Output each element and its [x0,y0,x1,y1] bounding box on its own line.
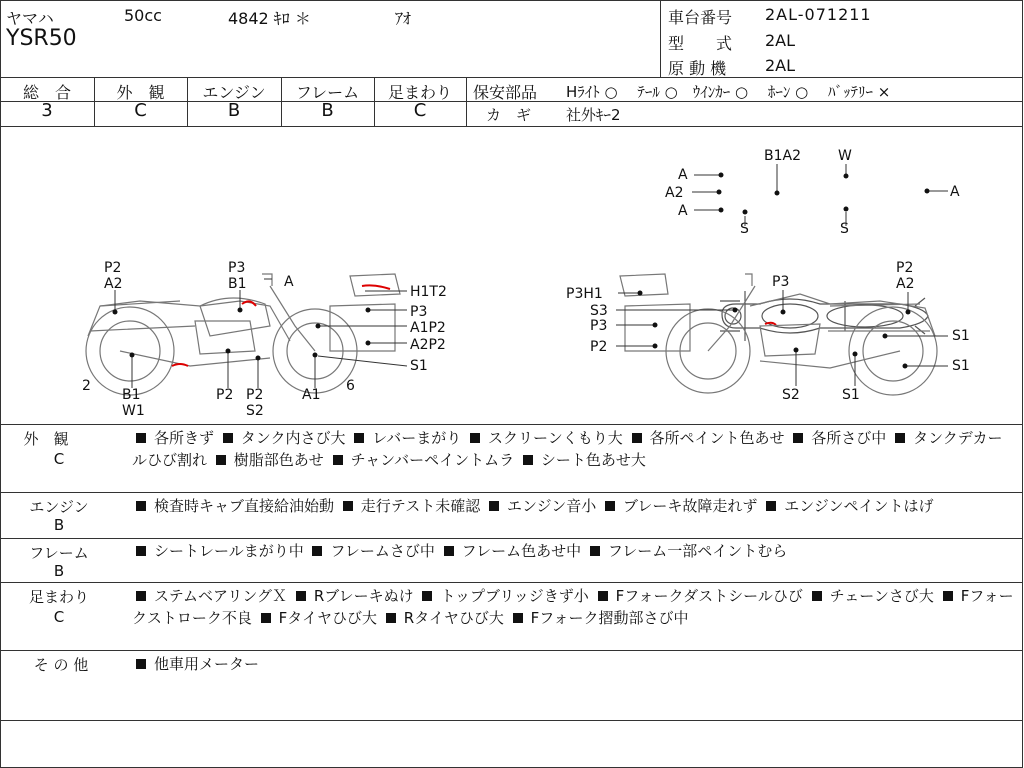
cond-line-5 [0,720,1023,721]
bullet-square-icon [136,501,146,511]
condition-item: フレーム一部ペイントむら [607,542,788,560]
lbl-l-a1p2: A1P2 [410,320,446,336]
bullet-square-icon [136,659,146,669]
lbl-l-p2: P2 [104,260,122,276]
bullet-square-icon [632,433,642,443]
lbl-l-b1: B1 [228,276,247,292]
score-label-suspension: 足まわり [387,83,452,102]
bullet-square-icon [812,591,822,601]
motorcycle-diagrams [0,126,1024,426]
lbl-l-a1: A1 [302,387,321,403]
lbl-r-s1b: S1 [952,358,970,374]
lbl-r-a2r: A2 [896,276,915,292]
condition-item: スクリーンくもり大 [488,429,623,447]
bullet-square-icon [489,501,499,511]
cond-category: 外 観 [23,430,69,448]
lbl-top-b1a2: B1A2 [764,148,801,164]
color: ｱｵ [395,9,412,28]
condition-item: 樹脂部色あせ [233,451,324,469]
score-label-exterior: 外 観 [116,83,165,102]
lbl-top-a3: A [678,203,688,219]
lbl-l-a2: A2 [104,276,123,292]
condition-row-other [0,650,1023,720]
lbl-top-s1: S [740,221,749,237]
bullet-square-icon [343,501,353,511]
top-view-bike [720,291,928,341]
frame-top [0,0,1023,1]
condition-item: タンクデカールひび割れ [132,429,1003,469]
right-side-bike [620,274,937,395]
condition-row-suspension [0,582,1023,650]
score-label-frame: フレーム [295,83,360,102]
condition-item: Rブレーキぬけ [313,587,414,605]
condition-row-engine [0,492,1023,538]
condition-item: 各所ペイント色あせ [649,429,785,447]
key-value: 社外ｷｰ2 [566,106,621,124]
cond-category: 足まわり [28,588,89,606]
condition-row-frame [0,538,1023,582]
condition-item: フレーム色あせ中 [461,542,582,560]
lbl-l-p2c: P2 [246,387,264,403]
header-divider [660,0,661,77]
cond-category: そ の 他 [33,656,89,674]
lbl-r-s1a: S1 [952,328,970,344]
cond-category: フレーム [29,544,89,562]
lbl-r-p2: P2 [590,339,608,355]
lbl-r-s3: S3 [590,303,608,319]
bullet-square-icon [444,546,454,556]
condition-item: Fフォーク摺動部さび中 [530,609,689,627]
condition-item: Fフォークストローク不良 [132,587,1014,627]
lbl-r-p2r: P2 [896,260,914,276]
cond-items [132,495,1017,517]
condition-item: チャンバーペイントムラ [350,451,515,469]
condition-row-exterior [0,424,1023,492]
lbl-l-2: 2 [82,378,91,394]
safety-items: Hﾗｲﾄ ○ ﾃｰﾙ ○ ｳｲﾝｶｰ ○ ﾎｰﾝ ○ ﾊﾞｯﾃﾘｰ × [566,83,891,101]
bullet-square-icon [766,501,776,511]
condition-item: 各所さび中 [811,429,887,447]
chassis-value: 2AL-071211 [765,5,872,24]
bullet-square-icon [513,613,523,623]
condition-item: フレームさび中 [330,542,435,560]
bullet-square-icon [296,591,306,601]
lbl-r-s1c: S1 [842,387,860,403]
lbl-r-p3t: P3 [772,274,790,290]
cond-items [132,540,1017,562]
chassis-label: 車台番号 [668,8,733,27]
cond-items [132,427,1017,471]
maker-name: ヤマハ [6,9,54,28]
bullet-square-icon [223,433,233,443]
condition-item: シート色あせ大 [540,451,646,469]
bullet-square-icon [136,591,146,601]
bullet-square-icon [354,433,364,443]
condition-item: タンク内さび大 [240,429,346,447]
score-value-frame: B [321,100,334,121]
bullet-square-icon [136,546,146,556]
lbl-l-s2: S2 [246,403,264,419]
top-view-labels [665,148,960,237]
condition-item: Rタイヤひび大 [403,609,504,627]
lbl-top-a1: A [678,167,688,183]
condition-item: トップブリッジきず小 [440,587,589,605]
condition-item: エンジンペイントはげ [784,497,934,515]
condition-item: 他車用メーター [154,655,260,673]
type-label: 型 式 [668,34,733,53]
lbl-l-p3: P3 [228,260,246,276]
cond-grade: B [53,562,65,580]
lbl-top-ar: A [950,184,960,200]
lbl-l-6: 6 [346,378,355,394]
condition-item: ステムベアリングＸ [154,587,288,605]
left-side-labels [82,260,447,419]
lbl-l-p3r: P3 [410,304,428,320]
lbl-r-p3: P3 [590,318,608,334]
condition-item: 走行テスト未確認 [360,497,481,515]
cond-items [132,653,1017,675]
bullet-square-icon [523,455,533,465]
lbl-l-s1: S1 [410,358,428,374]
bullet-square-icon [261,613,271,623]
bullet-square-icon [216,455,226,465]
lbl-l-w1: W1 [122,403,145,419]
cond-grade: C [53,450,65,468]
bullet-square-icon [422,591,432,601]
score-value-overall: 3 [41,100,53,121]
score-top-line [0,77,1023,78]
condition-item: 各所きず [154,429,215,447]
cond-items [132,585,1017,629]
score-label-overall: 総 合 [22,83,71,102]
type-value: 2AL [765,31,796,50]
condition-item: Fタイヤひび大 [278,609,377,627]
score-value-suspension: C [413,100,427,121]
left-side-bike [86,274,400,395]
bullet-square-icon [312,546,322,556]
condition-item: シートレールまがり中 [154,542,304,560]
bullet-square-icon [333,455,343,465]
lbl-l-h1t2: H1T2 [410,284,447,300]
cond-category: エンジン [29,498,89,516]
bullet-square-icon [895,433,905,443]
condition-item: Fフォークダストシールひび [615,587,803,605]
lbl-r-s2: S2 [782,387,800,403]
bullet-square-icon [598,591,608,601]
cond-grade: C [53,608,65,626]
lbl-l-a: A [284,274,294,290]
bullet-square-icon [943,591,953,601]
score-value-engine: B [227,100,241,121]
bullet-square-icon [793,433,803,443]
mileage: 4842 ｷﾛ ＊ [228,9,311,28]
condition-item: チェーンさび大 [829,587,934,605]
lbl-l-p2b: P2 [216,387,234,403]
bullet-square-icon [470,433,480,443]
cond-grade: B [53,516,65,534]
lbl-top-a2: A2 [665,185,684,201]
condition-item: 検査時キャブ直接給油始動 [154,497,335,515]
safety-title: 保安部品 [473,83,538,102]
lbl-r-p3h1: P3H1 [566,286,603,302]
lbl-l-a2p2: A2P2 [410,337,446,353]
key-label: カ ギ [486,106,532,124]
lbl-l-b1b: B1 [122,387,141,403]
engine-value: 2AL [765,56,796,75]
condition-item: エンジン音小 [506,497,597,515]
lbl-top-s2: S [840,221,849,237]
condition-item: ブレーキ故障走れず [623,497,758,515]
displacement: 50cc [124,6,162,25]
condition-item: レバーまがり [372,429,462,447]
bullet-square-icon [136,433,146,443]
score-label-engine: エンジン [202,83,266,102]
bullet-square-icon [386,613,396,623]
engine-label: 原 動 機 [668,59,727,78]
score-value-exterior: C [134,100,147,121]
bullet-square-icon [605,501,615,511]
model-name: YSR50 [6,26,77,51]
bullet-square-icon [590,546,600,556]
lbl-top-w: W [838,148,852,164]
